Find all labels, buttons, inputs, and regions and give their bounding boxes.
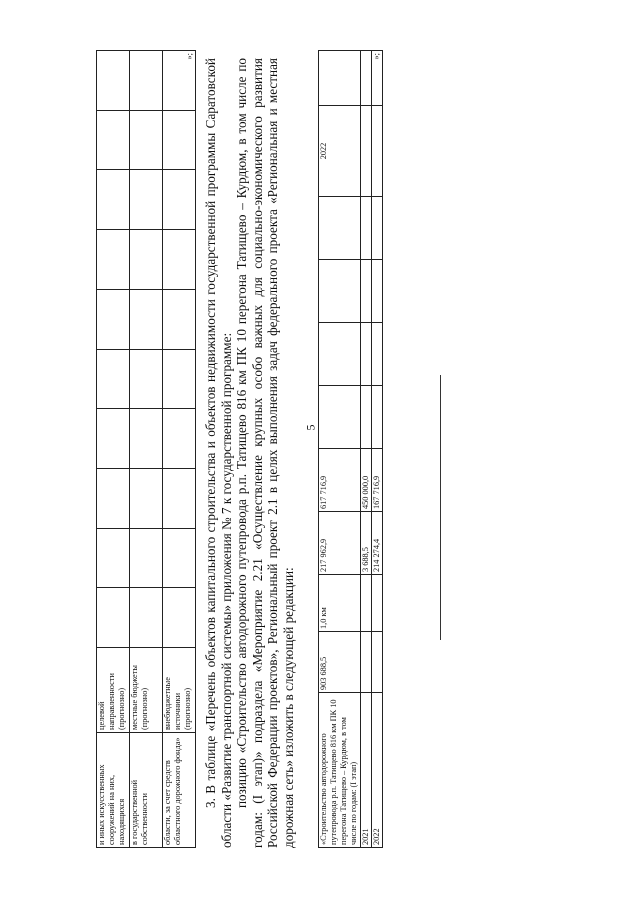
end-quote-mark: »; (372, 53, 381, 60)
table-cell (163, 289, 196, 349)
table-cell: и иных искусственных сооружений на них, находящихся (97, 733, 130, 848)
table-cell (361, 386, 372, 449)
replacement-table (318, 50, 383, 848)
table-cell (163, 409, 196, 469)
table-cell (97, 110, 130, 170)
paragraph: 3. В таблице «Перечень объектов капитального строительства и объектов недвижимости государственной программы Саратовской области «Развитие транспортной системы» приложения № 7 к государственной программе: (203, 58, 234, 848)
table-row (319, 51, 361, 848)
table-cell (319, 260, 361, 323)
table-cell (97, 468, 130, 528)
object-name-cell: «Строительство автодорожного путепровода р.п. Татищево 816 км ПК 10 перегона Татищево – Курдюм, в том числе по годам: (I этап) (319, 693, 361, 848)
table-cell (372, 386, 383, 449)
year-cell: 2022 (372, 693, 383, 848)
table-cell (361, 575, 372, 632)
table-cell (130, 409, 163, 469)
table-cell (372, 575, 383, 632)
table-cell (97, 289, 130, 349)
separator-line (440, 375, 441, 640)
table-cell (97, 349, 130, 409)
table-cell (361, 260, 372, 323)
table-cell (130, 468, 163, 528)
table-cell (130, 51, 163, 111)
table-cell (97, 230, 130, 290)
table-cell (372, 632, 383, 693)
table-cell (97, 409, 130, 469)
table-cell: местные бюджеты (прогнозно) (130, 648, 163, 733)
table-cell (97, 588, 130, 648)
table-cell: целевой направленности (прогнозно) (97, 648, 130, 733)
value-cell: 167 716,9 (372, 449, 383, 512)
table-cell (130, 170, 163, 230)
table-cell: в государственной собственности (130, 733, 163, 848)
table-cell (361, 106, 372, 197)
table-cell (97, 51, 130, 111)
table-cell (130, 110, 163, 170)
total2-cell: 617 716,9 (319, 449, 361, 512)
table-cell (361, 323, 372, 386)
year-cell: 2021 (361, 693, 372, 848)
table-cell (163, 170, 196, 230)
table-cell (319, 51, 361, 106)
table-row (130, 51, 163, 848)
table-cell (319, 386, 361, 449)
table-cell (372, 260, 383, 323)
cost-cell: 903 688,5 (319, 632, 361, 693)
table-cell (163, 349, 196, 409)
table-cell (372, 197, 383, 260)
capacity-cell: 1,0 км (319, 575, 361, 632)
table-row (163, 51, 196, 848)
table-cell (130, 588, 163, 648)
table-cell (163, 110, 196, 170)
paragraph: позицию «Строительство автодорожного путепровода р.п. Татищево 816 км ПК 10 перегона Татищево – Курдюм, в том числе по годам: (I этап)» подраздела «Мероприятие 2.21 «Осуществление крупных особо важных для социально-экономического развития Российской Федерации проектов», Региональный проект 2.1 в целях выполнения задач федерального проекта «Региональная и местная дорожная сеть» изложить в следующей редакции: (234, 58, 296, 848)
table-cell (319, 197, 361, 260)
value-cell: 214 274,4 (372, 512, 383, 575)
table-cell (372, 106, 383, 197)
value-cell: 3 688,5 (361, 512, 372, 575)
table-row (97, 51, 130, 848)
value-cell: 450 000,0 (361, 449, 372, 512)
table-cell (361, 51, 372, 106)
table-cell (163, 588, 196, 648)
table-cell: области, за счет средств областного дорожного фонда» (163, 733, 196, 848)
table-cell (361, 197, 372, 260)
table-cell (163, 51, 196, 111)
body-text (203, 58, 297, 848)
table-cell: внебюджетные источники (прогнозно) (163, 648, 196, 733)
table-cell (319, 323, 361, 386)
table-cell (130, 349, 163, 409)
table-cell (163, 528, 196, 588)
table-row (361, 51, 372, 848)
total-cell: 217 962,9 (319, 512, 361, 575)
table-cell (130, 230, 163, 290)
table-row (372, 51, 383, 848)
table-cell (97, 170, 130, 230)
table-cell (97, 528, 130, 588)
table-cell (372, 51, 383, 106)
end-quote-mark: »; (185, 53, 194, 60)
page-number: 5 (303, 424, 318, 431)
table-cell (372, 323, 383, 386)
year-header-cell: 2022 (319, 106, 361, 197)
table-cell (163, 468, 196, 528)
table-cell (163, 230, 196, 290)
continuation-table (96, 50, 196, 848)
table-cell (130, 289, 163, 349)
table-cell (361, 632, 372, 693)
table-cell (130, 528, 163, 588)
